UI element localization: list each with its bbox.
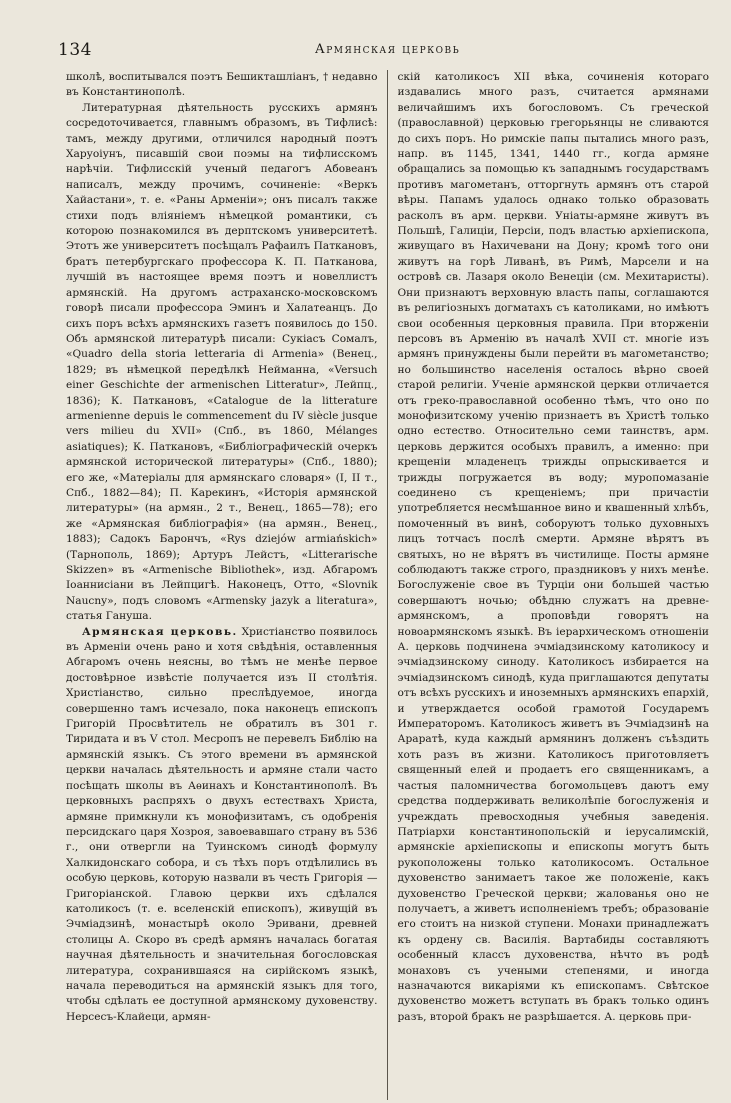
- page-header: [58, 34, 709, 60]
- page-number: 134: [58, 40, 92, 60]
- text-columns: [66, 70, 709, 1100]
- left-paragraph-3: [66, 625, 378, 1026]
- right-paragraph-1: скій католикосъ XII вѣка, сочиненія котораго издавались много разъ, считается армянами величайшимъ ихъ богословомъ. Съ греческой (православной) церковью грегорьянцы не сливаются до сихъ поръ. Но римскіе папы пытались много разъ, напр. въ 1145, 1341, 1440 гг., когда армяне обращались за помощью къ западнымъ государствамъ противъ магометанъ, отторгнуть армянъ отъ старой вѣры. Папамъ удалось однако только образовать расколъ въ арм. церкви. Уніаты-армяне живутъ въ Польшѣ, Галиціи, Персіи, подъ властью архіепископа, живущаго въ Нахичевани на Дону; кромѣ того они живутъ на горѣ Ливанѣ, въ Римѣ, Марсели и на островѣ св. Лазаря около Венеціи (см. Мехитаристы). Они признаютъ верховную власть папы, соглашаются въ религіозныхъ догматахъ съ католиками, но имѣютъ свои особенныя церковныя правила. При вторженіи персовъ въ Арменію въ началѣ XVII ст. многіе изъ армянъ принуждены были перейти въ магометанство; но большинство населенія осталось вѣрно своей старой религіи. Ученіе армянской церкви отличается отъ греко-православной особенно тѣмъ, что оно по монофизитскому ученію признаетъ въ Христѣ только одно естество. Относительно семи таинствъ, арм. церковь держится особыхъ правилъ, а именно: при крещеніи младенецъ трижды опрыскивается и трижды погружается въ воду; муропомазаніе соединено съ крещеніемъ; при причастіи употребляется несмѣшанное вино и квашенный хлѣбъ, помоченный въ винѣ, соборуютъ только духовныхъ лицъ тотчасъ послѣ смерти. Армяне вѣрятъ въ святыхъ, но не вѣрятъ въ чистилище. Посты армяне соблюдаютъ также строго, праздниковъ у нихъ менѣе. Богослуженіе свое въ Турціи они большей частью совершаютъ ночью; обѣдню служатъ на древне-армянскомъ, а проповѣди говорятъ на новоармянскомъ языкѣ. Въ іерархическомъ отношеніи А. церковь подчинена эчміадзинскому католикосу и эчміадзинскому синоду. Католикосъ избирается на эчміадзинскомъ синодѣ, куда приглашаются депутаты отъ всѣхъ русскихъ и иноземныхъ армянскихъ епархій, и утверждается особой грамотой Государемъ Императоромъ. Католикосъ живетъ въ Эчміадзинѣ на Араратѣ, куда каждый армянинъ долженъ съѣздить хоть разъ въ жизни. Католикосъ приготовляетъ священный елей и продаетъ его священникамъ, а частыя паломничества богомольцевъ даютъ ему средства поддерживать великолѣпіе богослуженія и учреждать превосходныя учебныя заведенія. Патріархи константинопольскій и іерусалимскій, армянскіе архіепископы и епископы могутъ быть рукоположены только католикосомъ. Остальное духовенство занимаетъ такое же положеніе, какъ духовенство Греческой церкви; жалованья оно не получаетъ, а живетъ исполненіемъ требъ; образованіе его стоитъ на низкой ступени. Монахи принадлежатъ къ ордену св. Василія. Вартабиды составляютъ особенный классъ духовенства, нѣчто въ родѣ монаховъ съ учеными степенями, и иногда назначаются викаріями къ епископамъ. Свѣтское духовенство можетъ вступать въ бракъ только одинъ разъ, второй бракъ не разрѣшается. А. церковь при-: [397, 71, 709, 1023]
- left-paragraph-1: школѣ, воспитывался поэтъ Бешикташліанъ, † недавно въ Константинополѣ.: [66, 71, 378, 99]
- running-title: Армянская церковь: [314, 42, 461, 57]
- left-paragraph-2: Литературная дѣятельность русскихъ армянъ сосредоточивается, главнымъ образомъ, въ Тифлисѣ: тамъ, между другими, отличился народный поэтъ Харуоіунъ, писавшій свои поэмы на тифлисскомъ нарѣчіи. Тифлисскій ученый педагогъ Абовеанъ написалъ, между прочимъ, сочиненіе: «Веркъ Хайастани», т. е. «Раны Арменіи»; онъ писалъ также стихи подъ вліяніемъ нѣмецкой романтики, съ которою познакомился въ дерптскомъ университетѣ. Этотъ же университетъ посѣщалъ Рафаилъ Паткановъ, братъ петербургскаго профессора К. П. Патканова, лучшій въ настоящее время поэтъ и новеллистъ армянскій. На другомъ астраханско-московскомъ говорѣ писали профессора Эминъ и Халатеанцъ. До сихъ поръ всѣхъ армянскихъ газетъ появилось до 150. Объ армянской литературѣ писали: Сукіасъ Сомалъ, «Quadro della storia letteraria di Armenia» (Венец., 1829; въ нѣмецкой передѣлкѣ Нейманна, «Versuch einer Geschichte der armenischen Litteratur», Лейпц., 1836); К. Паткановъ, «Catalogue de la litterature armenienne depuis le commencement du IV siècle jusque vers milieu du XVII» (Спб., въ 1860, Mélanges asiatiques); К. Паткановъ, «Библіографическій очеркъ армянской исторической литературы» (Спб., 1880); его же, «Матеріалы для армянскаго словаря» (I, II т., Спб., 1882—84); П. Карекинъ, «Исторія армянской литературы» (на армян., 2 т., Венец., 1865—78); его же «Армянская библіографія» (на армян., Венец., 1883); Садокъ Барончъ, «Rys dziejów armiańskich» (Тарнополь, 1869); Артуръ Лейстъ, «Litterarische Skizzen» въ «Armenische Bibliothek», изд. Абгаромъ Іоаннисіани въ Лейпцигѣ. Наконецъ, Отто, «Slovnik Naucny», подъ словомъ «Armensky jazyk a literatura», статья Гануша.: [66, 101, 378, 623]
- section-title: Армянская церковь.: [82, 625, 238, 638]
- section-body: Христіанство появилось въ Арменіи очень рано и хотя свѣдѣнія, оставленныя Абгаромъ очень неясны, во тѣмъ не менѣе первое достовѣрное извѣстіе получается изъ II столѣтія. Христіанство, сильно преслѣдуемое, иногда совершенно тамъ исчезало, пока наконецъ епископъ Григорій Просвѣтитель не обратилъ въ 301 г. Тиридата и въ V стол. Месропъ не перевелъ Библію на армянскій языкъ. Съ этого времени въ армянской церкви началась дѣятельность и армяне стали часто посѣщать школы въ Аѳинахъ и Константинополѣ. Въ церковныхъ распряхъ о двухъ естествахъ Христа, армяне примкнули къ монофизитамъ, съ одобренія персидскаго царя Хозроя, завоевавшаго страну въ 536 г., они отвергли на Туинскомъ синодѣ формулу Халкидонскаго собора, и съ тѣхъ поръ отдѣлились въ особую церковь, которую назвали въ честь Григорія — Григоріанской. Главою церкви ихъ сдѣлался католикосъ (т. е. вселенскій епископъ), живущій въ Эчміадзинѣ, монастырѣ около Эривани, древней столицы А. Скоро въ средѣ армянъ началась богатая научная дѣятельность и значительная богословская литература, сохранившаяся на сирійскомъ языкѣ, начала переводиться на армянскій языкъ для того, чтобы сдѣлать ее доступной армянскому духовенству. Нерсесъ-Клайеци, армян-: [66, 625, 378, 1023]
- right-column: [398, 70, 710, 1100]
- left-column: [66, 70, 388, 1100]
